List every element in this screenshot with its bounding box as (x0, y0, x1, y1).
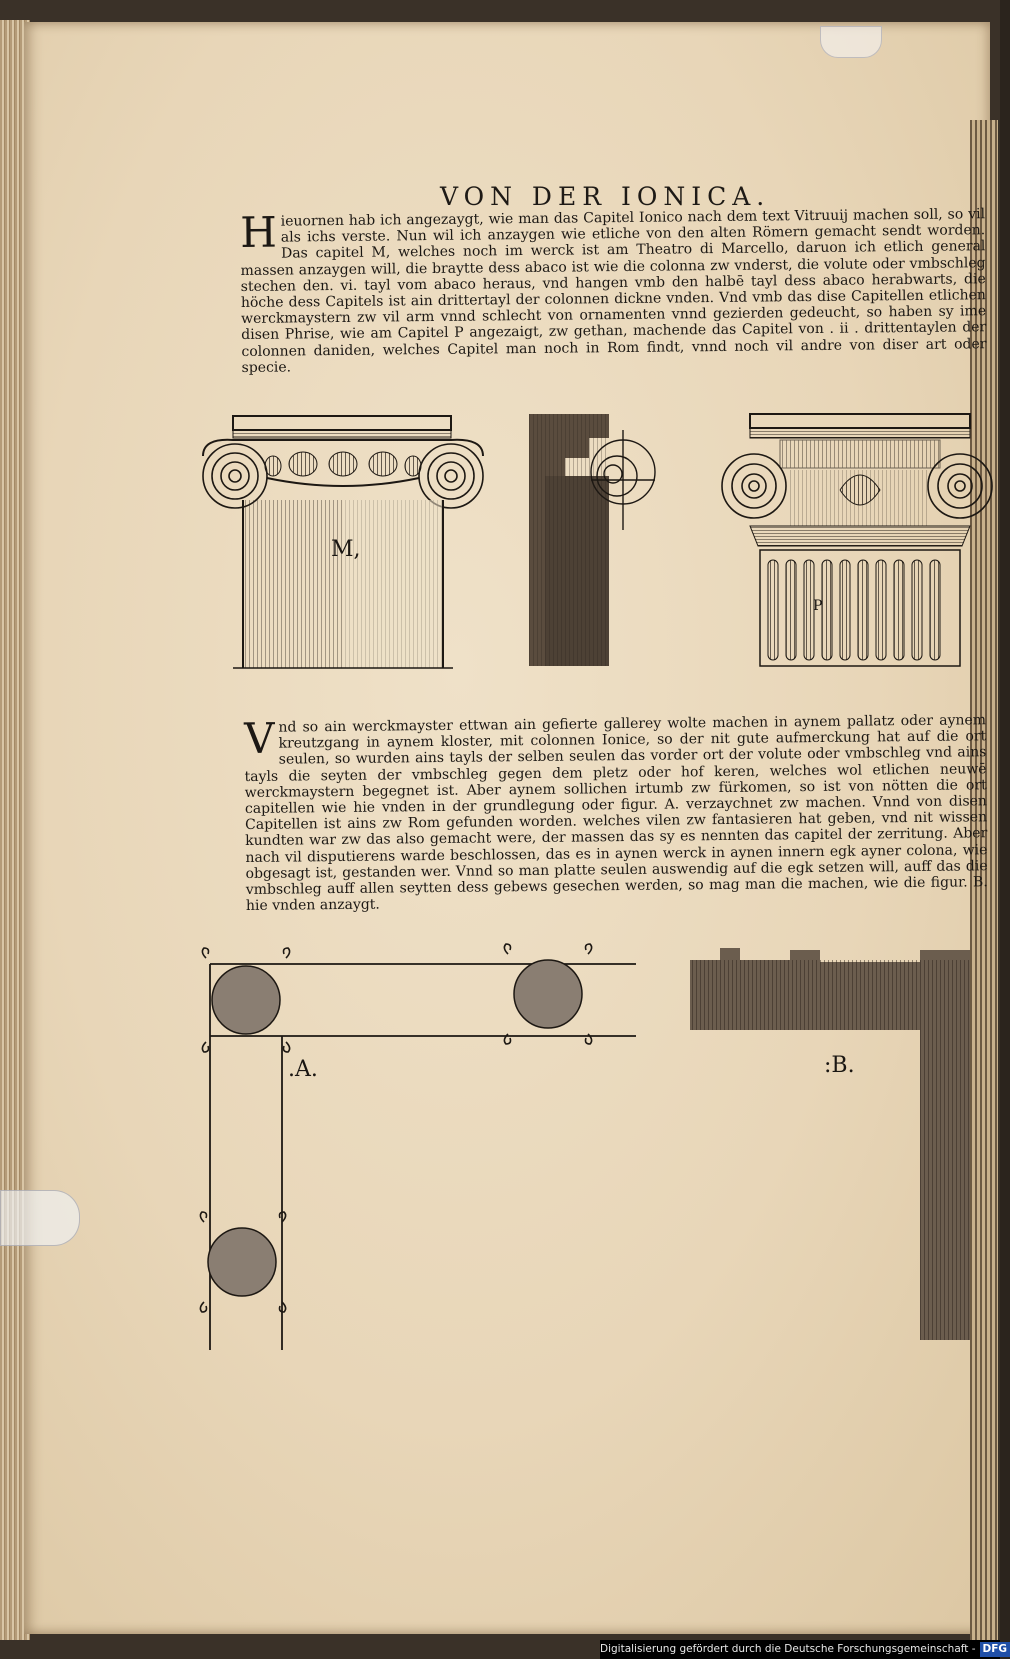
plan-figure-a (196, 950, 656, 1360)
page-title: VON DER IONICA. (440, 182, 771, 211)
paragraph-1-text: ieuornen hab ich angezaygt, wie man das Capitel Ionico nach dem text Vitruuij machen soll, so vil als ichs verste. Nun wil ich anzaygen wie etliche von den alten Römern gemacht sendt worden. Das capitel M, welches noch im werck ist am Theatro di Marcello, daruon ich etlich general massen anzaygen will, die braytte dess abaco ist wie die colonna zw vnderst, die volute oder vmbschleg stechen den. vi. tayl vom abaco heraus, vnd hangen vmb den halbē tayl dess abaco herabwarts, die höche dess Capitels ist ain drittertayl der colonnen dickne vnden. Vnd vmb das dise Capitellen etlichen werckmaystern zw vil arm vnnd schlecht von ornamenten vnnd gezierden gedeucht, so haben sy ime disen Phrise, wie am Capitel P angezaigt, zw gethan, machende das Capitel von . ii . drittentaylen der colonnen daniden, welches Capitel man noch in Rom findt, vnnd noch vil andre von diser art oder specie. (240, 206, 987, 376)
capital-p-woodcut (710, 410, 995, 668)
paragraph-2-text: nd so ain werckmayster ettwan ain gefierte gallerey wolte machen in aynem pallatz oder aynem kreutzgang in aynem kloster, mit colonnen Ionice, so der nit gute aufmerckung hat auf die ort seulen, so wurden ains tayls der selben seulen das vorder ort der volute oder vmbschleg vnd ains tayls die seyten der vmbschleg gegen dem pletz oder hof keren, welches wol etlichen neuwē werckmaystern begegnet ist. Aber aynem sollichen irtumb zw fürkomen, so ist von nötten die ort capitellen wie hie vnden in der grundlegung oder figur. A. verzaychnet zw machen. Vnnd von disen Capitellen ist ains zw Rom gefunden worden. welches vilen zw fantasieren hat geben, vnd nit wissen kundten war zw das also gemacht were, der massen das sy es nennten das capitel der zerritung. Aber nach vil disputierens warde beschlossen, das es in aynen werck in aynen innern egk ayner colona, wie obgesagt ist, gestanden wer. Vnnd so man platte seulen auswendig auf die egk setzen will, auff das die vmbschleg auff allen seytten dess gebews gesechen werden, so mag man die machen, wie die figur. B. hie vnden anzaygt. (244, 712, 988, 915)
digitization-credit (600, 1640, 1008, 1659)
paragraph-1 (240, 206, 987, 376)
plan-a-label: .A. (288, 1057, 318, 1082)
dropcap-h: H (239, 207, 278, 257)
capital-profile-woodcut (525, 410, 675, 668)
paragraph-2 (244, 712, 988, 914)
plan-b-label: :B. (824, 1053, 855, 1078)
credit-text: Digitalisierung gefördert durch die Deutsche Forschungsgemeinschaft - (600, 1643, 976, 1655)
capital-m-woodcut (193, 412, 493, 670)
page-clip-left (0, 1190, 80, 1246)
capital-m-label: M, (331, 537, 361, 562)
page-clip-top (820, 26, 882, 58)
capital-p-label: P (813, 598, 823, 614)
plan-figure-b (680, 940, 980, 1360)
dropcap-v: V (243, 713, 275, 763)
dfg-badge: DFG (980, 1642, 1010, 1657)
